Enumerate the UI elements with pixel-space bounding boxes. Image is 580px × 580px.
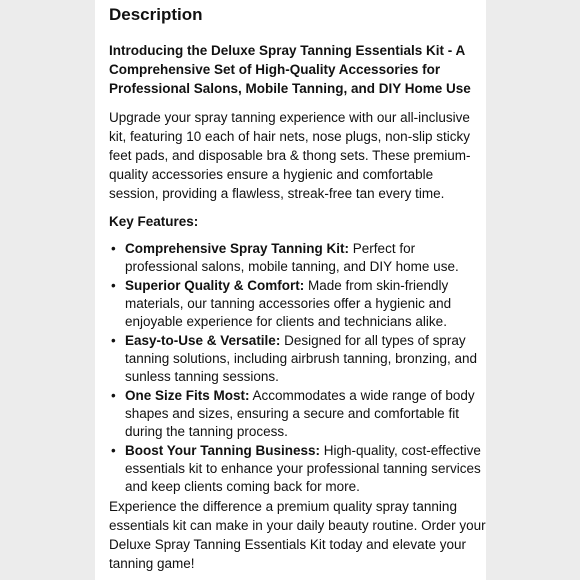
- feature-text: Perfect for professional salons, mobile tanning, and DIY home use.: [125, 241, 459, 274]
- feature-text: Accommodates a wide range of body shapes and sizes, ensuring a secure and comfortable fit during the tanning process.: [125, 388, 475, 439]
- bullet-icon: •: [111, 388, 116, 403]
- bullet-icon: •: [111, 278, 116, 293]
- bullet-icon: •: [111, 241, 116, 256]
- description-heading: Description: [109, 5, 203, 24]
- key-features-heading: Key Features:: [109, 214, 199, 229]
- feature-item: [109, 442, 486, 496]
- feature-title: Easy-to-Use & Versatile:: [125, 333, 281, 348]
- feature-item: [109, 277, 486, 331]
- feature-item: [109, 332, 486, 386]
- feature-title: One Size Fits Most:: [125, 388, 250, 403]
- product-intro-body: Upgrade your spray tanning experience with our all-inclusive kit, featuring 10 each of hair nets, nose plugs, non-slip sticky feet pads, and disposable bra & thong sets. These premium-quality accessories ensure a hygienic and comfortable session, providing a flawless, streak-free tan every time.: [109, 110, 471, 201]
- bullet-icon: •: [111, 443, 116, 458]
- feature-title: Boost Your Tanning Business:: [125, 443, 321, 458]
- product-intro-title: Introducing the Deluxe Spray Tanning Essentials Kit - A Comprehensive Set of High-Quality Accessories for Professional Salons, Mobile Tanning, and DIY Home Use: [109, 43, 471, 96]
- feature-text: Designed for all types of spray tanning solutions, including airbrush tanning, bronzing, and sunless tanning sessions.: [125, 333, 477, 384]
- description-panel: [95, 0, 486, 580]
- feature-text: High-quality, cost-effective essentials kit to enhance your professional tanning services and keep clients coming back for more.: [125, 443, 481, 494]
- feature-title: Superior Quality & Comfort:: [125, 278, 305, 293]
- feature-item: [109, 387, 486, 441]
- closing-paragraph: Experience the difference a premium quality spray tanning essentials kit can make in your daily beauty routine. Order your Deluxe Spray Tanning Essentials Kit today and elevate your tanning game!: [109, 499, 486, 571]
- feature-text: Made from skin-friendly materials, our tanning accessories offer a hygienic and enjoyable experience for clients and technicians alike.: [125, 278, 452, 329]
- feature-item: [109, 240, 486, 276]
- key-features-list: [109, 240, 486, 496]
- bullet-icon: •: [111, 333, 116, 348]
- feature-title: Comprehensive Spray Tanning Kit:: [125, 241, 350, 256]
